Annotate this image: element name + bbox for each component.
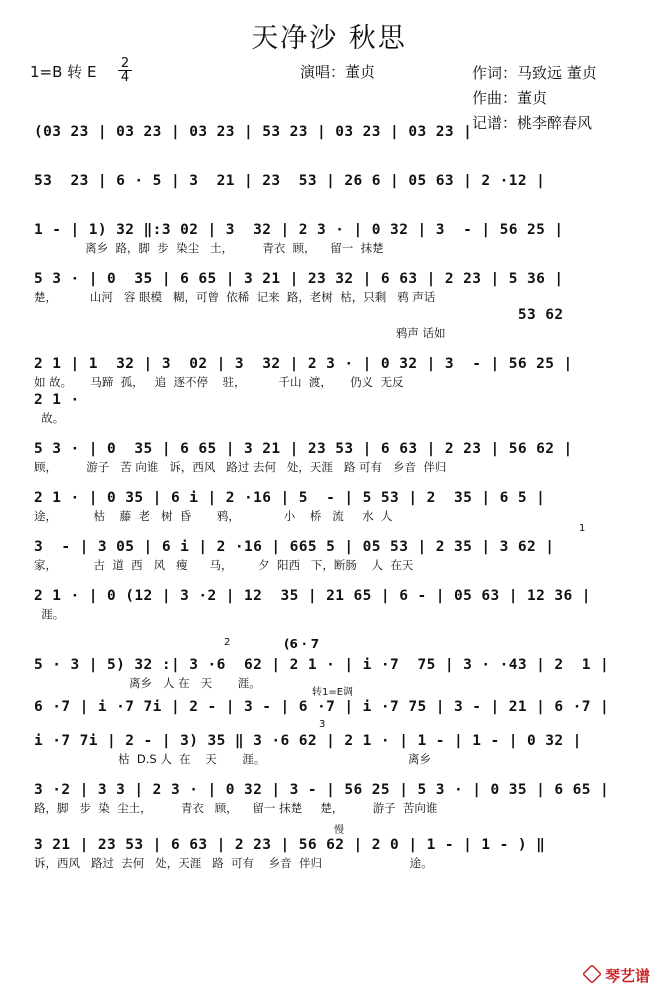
lyric-line: 诉，西风 路过 去何 处，天涯 路 可有 乡音 伴归 途。 (34, 856, 433, 870)
alternate-notation-line: 53 62 (34, 307, 564, 323)
notation-line: 3 - | 3 05 | 6 i | 2 ·16 | 665 5 | 05 53 | 2 35 | 3 62 | (34, 539, 555, 555)
lyric-line: 离乡 人 在 天 涯。 (34, 676, 261, 690)
modulation-marker: 转1=E调 (312, 687, 354, 698)
notation-line: i ·7 7i | 2 - | 3) 35 ‖ 3 ·6 62 | 2 1 · | 1 - | 1 - | 0 32 | (34, 733, 582, 749)
bracket-note-67: (6 · 7 (284, 637, 320, 651)
lyric-line (34, 142, 620, 158)
lyric-line: 枯 D.S 人 在 天 涯。 离乡 (34, 752, 431, 766)
notation-line: 2 1 | 1 32 | 3 02 | 3 32 | 2 3 · | 0 32 | 3 - | 56 25 | (34, 356, 573, 372)
lyricist-credit: 作词：马致远 董贞 (472, 64, 597, 82)
site-watermark: 琴艺谱 (582, 964, 650, 986)
lyric-line: 楚， 山河 容 眼模 糊，可曾 依稀 记来 路，老树 枯，只剩 鸦 声话 (34, 290, 436, 304)
alternate-notation-line: 2 1 · (34, 392, 80, 408)
lyric-line (34, 191, 620, 207)
lyric-line: 如 故。 马蹄 孤， 追 逐不停 驻， 千山 渡， 仍义 无反 (34, 375, 404, 389)
notation-line: 5 · 3 | 5) 32 :| 3 ·6 62 | 2 1 · | i ·7 75 | 3 · ·43 | 2 1 | (34, 657, 610, 673)
notation-line: (03 23 | 03 23 | 03 23 | 53 23 | 03 23 | 03 23 | (34, 124, 473, 140)
key-signature: 1=B 转 E (30, 63, 97, 81)
notation-line: 2 1 · | 0 35 | 6 i | 2 ·16 | 5 - | 5 53 | 2 35 | 6 5 | (34, 490, 546, 506)
notation-line: 2 1 · | 0 (12 | 3 ·2 | 12 35 | 21 65 | 6 - | 05 63 | 12 36 | (34, 588, 591, 604)
composer-credit: 作曲：董贞 (472, 89, 548, 107)
alternate-lyric-line: 鸦声 话如 (34, 326, 446, 340)
notation-line: 5 3 · | 0 35 | 6 65 | 3 21 | 23 53 | 6 63 | 2 23 | 56 62 | (34, 441, 573, 457)
lyric-line: 家， 古 道 西 风 瘦 马， 夕 阳西 下，断肠 人 在天 (34, 558, 414, 572)
notation-line: 3 21 | 23 53 | 6 63 | 2 23 | 56 62 | 2 0 | 1 - | 1 - ) ‖ (34, 837, 546, 853)
lyric-line: 途， 枯 藤 老 树 昏 鸦， 小 桥 流 水 人 (34, 509, 393, 523)
lyric-line: 涯。 (34, 607, 65, 621)
tempo-slow-marker: 慢 (334, 825, 344, 836)
lyric-line: 离乡 路，脚 步 染尘 土， 青衣 顾， 留一 抹楚 (34, 241, 384, 255)
logo-icon (582, 964, 602, 984)
song-title: 天净沙 秋思 (251, 23, 407, 54)
lyric-line: 顾， 游子 苦 向谁 诉，西风 路过 去何 处，天涯 路 可有 乡音 伴归 (34, 460, 447, 474)
volta-3-marker: 3 (319, 719, 326, 730)
notation-line: 1 - | 1) 32 ‖:3 02 | 3 32 | 2 3 · | 0 32 | 3 - | 56 25 | (34, 222, 564, 238)
notation-line: 3 ·2 | 3 3 | 2 3 · | 0 32 | 3 - | 56 25 | 5 3 · | 0 35 | 6 65 | (34, 782, 610, 798)
score-body (34, 122, 620, 871)
volta-2-marker: 2 (224, 637, 231, 648)
time-signature: 2 4 (118, 57, 132, 84)
notation-line: 53 23 | 6 · 5 | 3 21 | 23 53 | 26 6 | 05 63 | 2 ·12 | (34, 173, 546, 189)
volta-1-marker: 1 (579, 523, 586, 534)
alternate-lyric-line: 故。 (34, 411, 65, 425)
singer-credit: 演唱：董贞 (300, 63, 376, 81)
lyric-line: 路，脚 步 染 尘土， 青衣 顾， 留一 抹楚 楚， 游子 苦向谁 (34, 801, 438, 815)
notation-line: 5 3 · | 0 35 | 6 65 | 3 21 | 23 32 | 6 63 | 2 23 | 5 36 | (34, 271, 564, 287)
notation-line: 6 ·7 | i ·7 7i | 2 - | 3 - | 6 ·7 | i ·7 75 | 3 - | 21 | 6 ·7 | (34, 699, 610, 715)
transcriber-credit: 记谱：桃李醉春风 (472, 114, 593, 132)
